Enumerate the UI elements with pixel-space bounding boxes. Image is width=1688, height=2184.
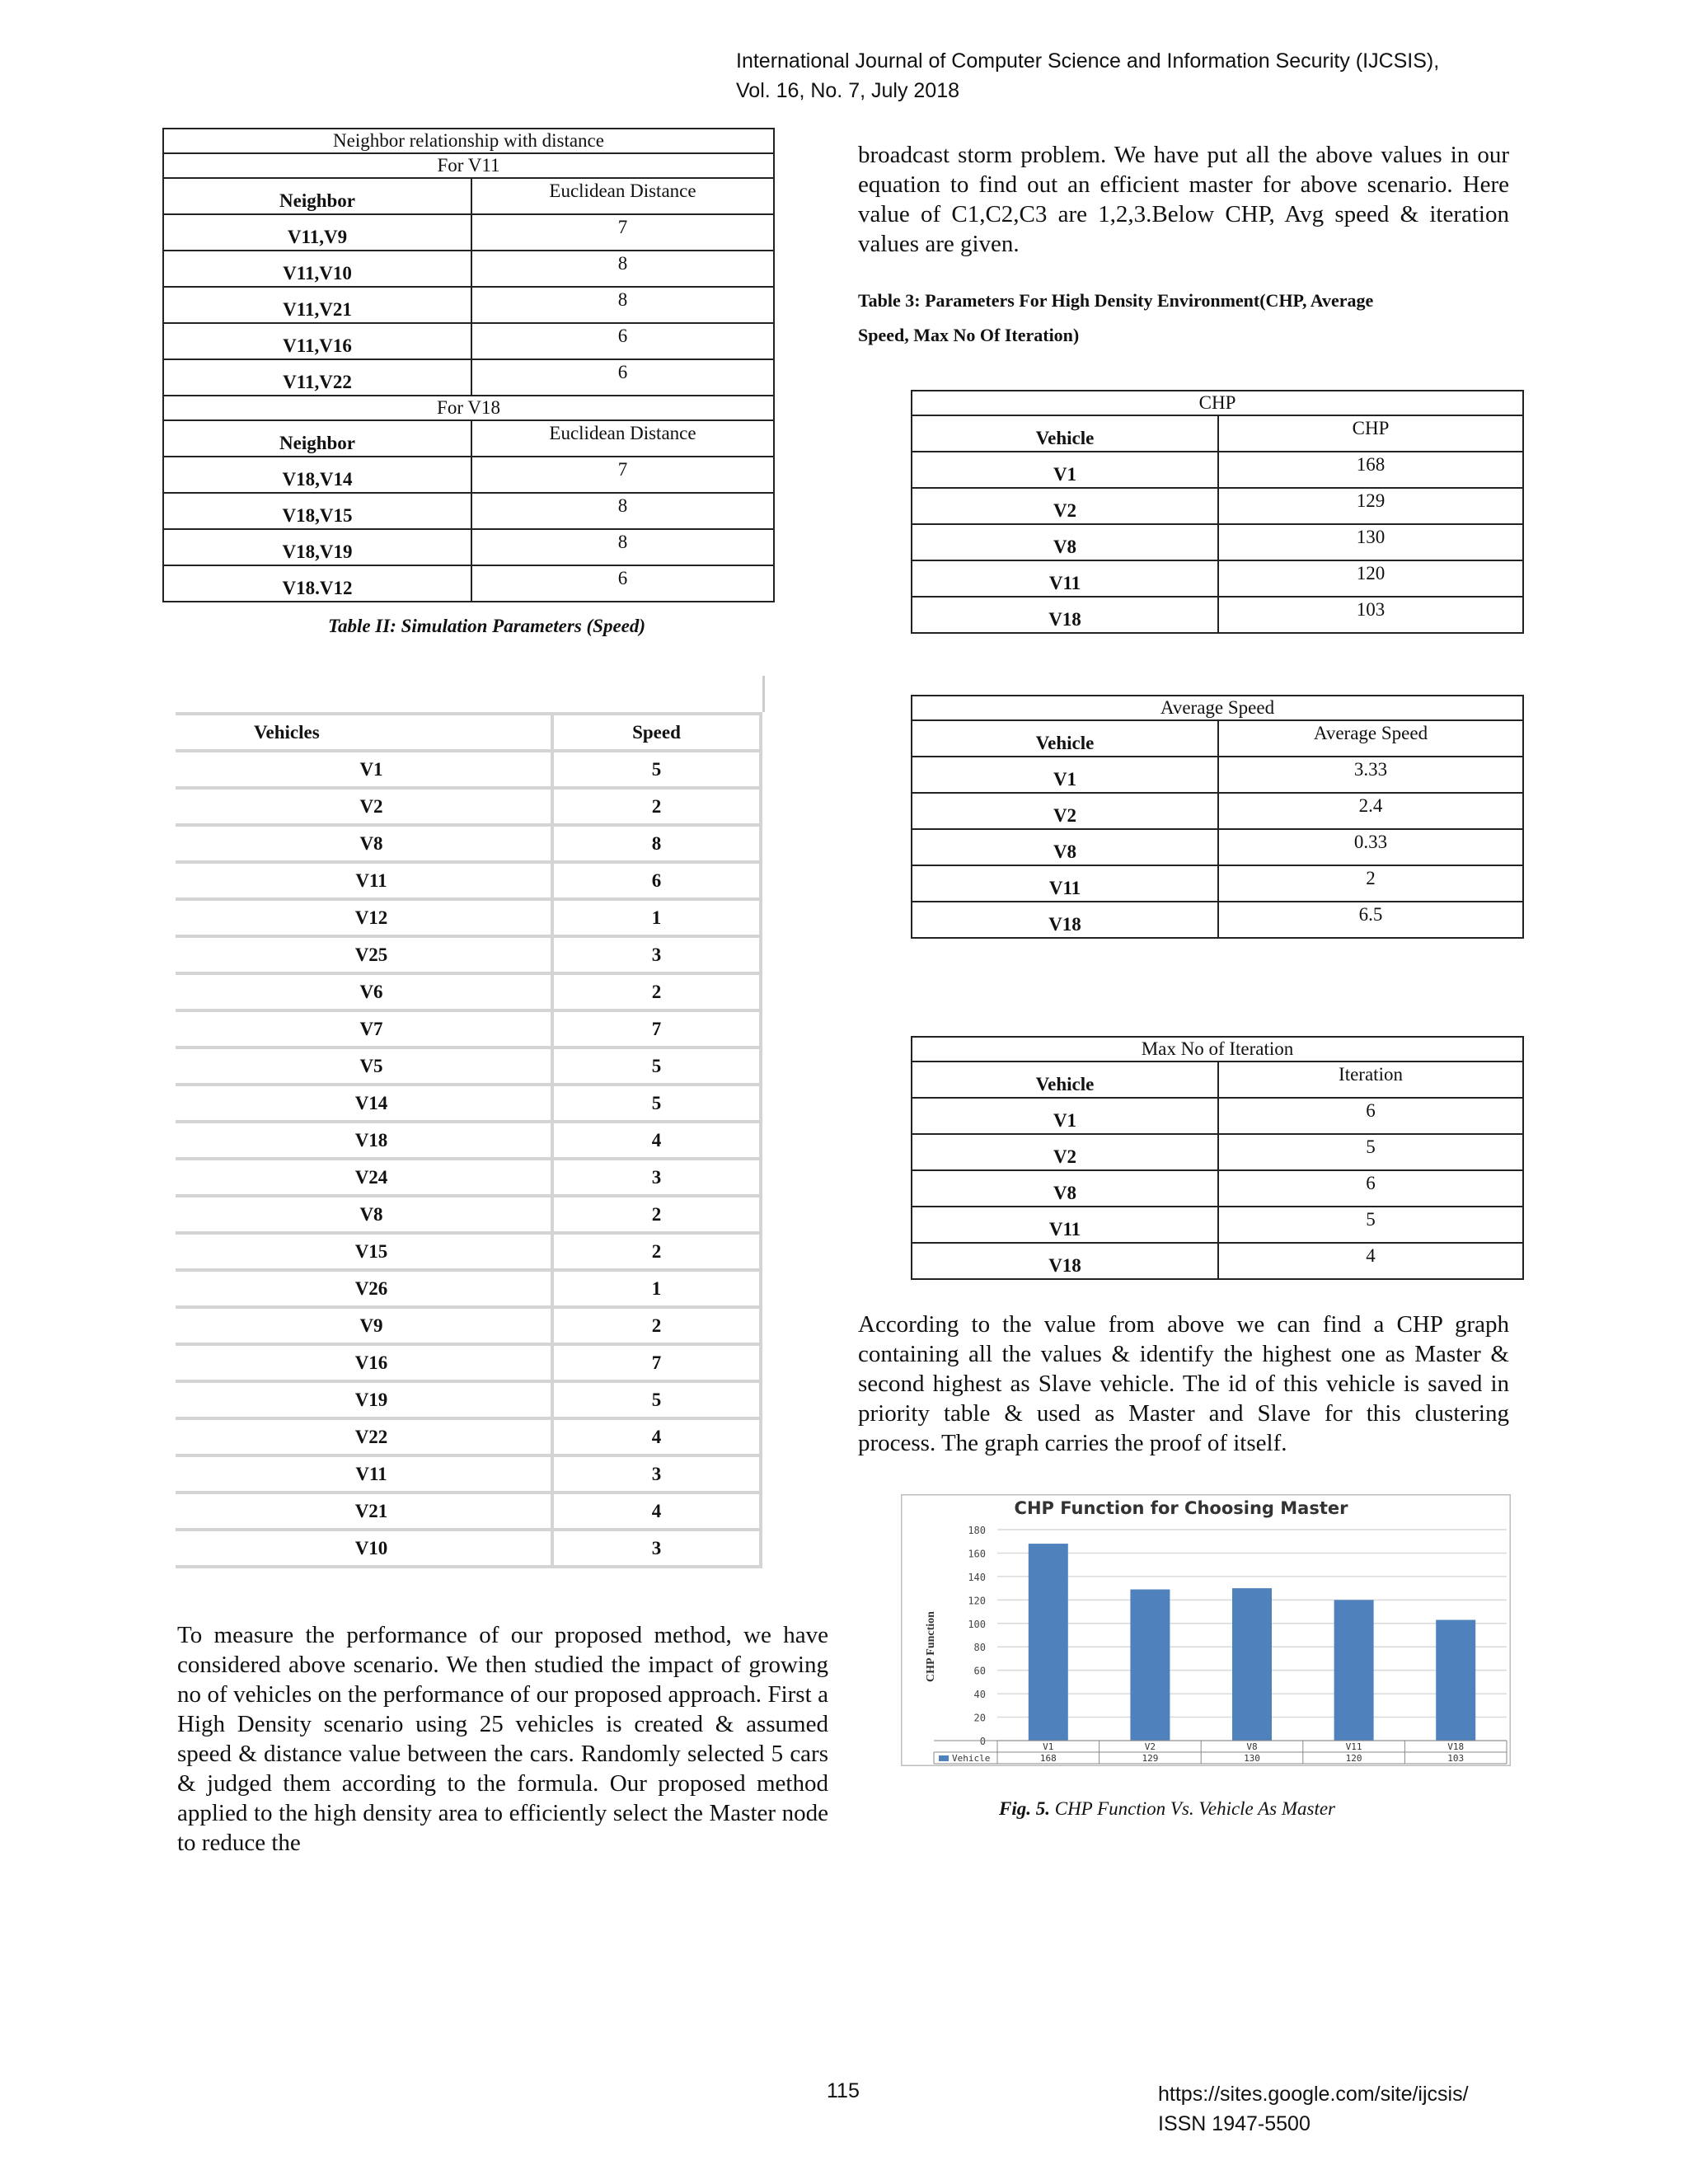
table-row [176,1307,761,1344]
table-title: Average Speed [912,696,1523,720]
distance-column-header: Euclidean Distance [471,420,774,457]
bar [1232,1588,1272,1741]
table3-caption [858,284,1373,353]
vehicles-column-header: Vehicles [176,714,552,751]
left-body-paragraph: To measure the performance of our proposed method, we have considered above scenario. We then studied the impact of growing no of vehicles on the performance of our proposed approach. First a High Density scenario using 25 vehicles is created & assumed speed & distance value between the cars. Randomly selected 5 cars & judged them according to the formula. Our proposed method applied to the high density area to efficiently select the Master node to reduce the [177,1622,828,1856]
data-table-value: 103 [1447,1753,1465,1764]
table-row [176,825,761,862]
table2-caption: Table II: Simulation Parameters (Speed) [328,616,646,636]
value-cell: 168 [1218,452,1523,488]
vehicle-cell: V24 [176,1159,552,1196]
value-column-header: CHP [1218,415,1523,452]
speed-cell: 7 [552,1344,761,1381]
distance-cell: 8 [471,251,774,287]
footer-info [1158,2079,1469,2139]
speed-column-header: Speed [552,714,761,751]
data-table-value: 168 [1039,1753,1057,1764]
table-row [176,1493,761,1530]
value-cell: 2 [1218,865,1523,902]
table-row [176,1418,761,1455]
vehicle-cell: V12 [176,899,552,936]
speed-cell: 2 [552,1307,761,1344]
vehicle-cell: V11 [912,1207,1218,1243]
chp-bar-chart [901,1494,1511,1766]
vehicle-cell: V1 [176,751,552,788]
table-row [176,1530,761,1567]
iteration-table [911,1036,1524,1280]
y-tick-label: 60 [973,1665,986,1677]
table-row [912,793,1523,829]
average-speed-table [911,695,1524,939]
vehicle-column-header: Vehicle [912,720,1218,757]
vehicle-cell: V22 [176,1418,552,1455]
footer-url: https://sites.google.com/site/ijcsis/ [1158,2083,1469,2106]
table-row [163,359,774,396]
table-row [163,493,774,529]
table-title-row [912,391,1523,415]
table-row [176,899,761,936]
table-row [912,865,1523,902]
vehicle-cell: V11 [176,1455,552,1493]
speed-cell: 3 [552,1159,761,1196]
vehicle-cell: V11 [912,560,1218,597]
legend-label: Vehicle [952,1753,991,1764]
speed-cell: 1 [552,1270,761,1307]
value-cell: 120 [1218,560,1523,597]
vehicle-cell: V8 [912,829,1218,865]
vehicle-cell: V2 [176,788,552,825]
speed-cell: 5 [552,1381,761,1418]
speed-cell: 3 [552,1455,761,1493]
vehicle-cell: V21 [176,1493,552,1530]
vehicle-cell: V18 [912,902,1218,938]
vehicle-cell: V18 [912,597,1218,633]
speed-cell: 2 [552,1233,761,1270]
vehicle-cell: V1 [912,452,1218,488]
table-row [176,788,761,825]
speed-cell: 3 [552,936,761,973]
table-row [912,1134,1523,1170]
neighbor-table-title-row [163,129,774,153]
journal-title: International Journal of Computer Science and Information Security (IJCSIS), [736,49,1440,73]
chp-table [911,390,1524,634]
vehicle-cell: V26 [176,1270,552,1307]
distance-cell: 8 [471,493,774,529]
speed-cell: 4 [552,1493,761,1530]
distance-column-header: Euclidean Distance [471,178,774,214]
value-cell: 5 [1218,1207,1523,1243]
neighbor-pair-cell: V18,V14 [163,457,471,493]
speed-cell: 4 [552,1418,761,1455]
speed-cell: 5 [552,1085,761,1122]
vehicle-cell: V6 [176,973,552,1010]
table-row [912,1243,1523,1279]
vehicle-cell: V2 [912,793,1218,829]
bar [1334,1600,1374,1741]
vehicle-cell: V1 [912,1098,1218,1134]
table-row [176,862,761,899]
vehicle-cell: V8 [912,1170,1218,1207]
speed-cell: 5 [552,751,761,788]
table-row [912,757,1523,793]
y-tick-label: 80 [973,1642,986,1654]
speed-cell: 2 [552,788,761,825]
neighbor-pair-cell: V11,V22 [163,359,471,396]
neighbor-pair-cell: V18.V12 [163,565,471,602]
vehicle-cell: V8 [176,825,552,862]
x-tick-label: V1 [1043,1741,1054,1752]
vehicle-cell: V9 [176,1307,552,1344]
neighbor-pair-cell: V11,V10 [163,251,471,287]
distance-cell: 6 [471,323,774,359]
vehicle-cell: V8 [176,1196,552,1233]
table-header-row [912,415,1523,452]
distance-cell: 6 [471,359,774,396]
distance-cell: 6 [471,565,774,602]
bar [1029,1544,1068,1741]
value-cell: 6 [1218,1170,1523,1207]
x-tick-label: V18 [1447,1741,1465,1752]
speed-cell: 4 [552,1122,761,1159]
table-title: CHP [912,391,1523,415]
figure-caption-label: Fig. 5. [999,1798,1050,1819]
x-tick-label: V2 [1144,1741,1156,1752]
vehicle-cell: V16 [176,1344,552,1381]
table-row [163,323,774,359]
y-tick-label: 40 [973,1689,986,1701]
speed-table [176,712,762,1568]
table-row [176,1085,761,1122]
value-column-header: Average Speed [1218,720,1523,757]
table-row [912,560,1523,597]
value-cell: 103 [1218,597,1523,633]
speed-cell: 2 [552,973,761,1010]
vehicle-cell: V25 [176,936,552,973]
speed-cell: 6 [552,862,761,899]
distance-cell: 8 [471,287,774,323]
chart-title: CHP Function for Choosing Master [1014,1498,1348,1518]
table-row [176,751,761,788]
table-row [163,287,774,323]
table-row [163,565,774,602]
speed-header-row [176,714,761,751]
data-table-value: 130 [1244,1753,1260,1764]
vehicle-cell: V18 [912,1243,1218,1279]
vehicle-cell: V19 [176,1381,552,1418]
value-cell: 0.33 [1218,829,1523,865]
value-cell: 6 [1218,1098,1523,1134]
table-row [912,452,1523,488]
table-row [176,936,761,973]
y-tick-label: 180 [968,1525,986,1536]
speed-cell: 5 [552,1047,761,1085]
table-row [176,1344,761,1381]
speed-cell: 8 [552,825,761,862]
vehicle-cell: V15 [176,1233,552,1270]
table-row [912,1170,1523,1207]
table-row [912,902,1523,938]
vehicle-cell: V7 [176,1010,552,1047]
chart-frame [902,1495,1511,1766]
table-title-row [912,1037,1523,1062]
legend-swatch [939,1755,949,1761]
table-row [176,1047,761,1085]
table-row [176,1010,761,1047]
vehicle-cell: V14 [176,1085,552,1122]
distance-cell: 8 [471,529,774,565]
table-row [912,1207,1523,1243]
neighbor-pair-cell: V18,V15 [163,493,471,529]
journal-volume: Vol. 16, No. 7, July 2018 [736,79,960,102]
vehicle-column-header: Vehicle [912,415,1218,452]
speed-table-wrapper [176,676,762,1562]
bar [1130,1590,1170,1741]
speed-cell: 2 [552,1196,761,1233]
table-row [163,214,774,251]
vehicle-column-header: Vehicle [912,1062,1218,1098]
table-row [912,597,1523,633]
table-row [176,1381,761,1418]
distance-cell: 7 [471,214,774,251]
table-row [912,1098,1523,1134]
data-table-value: 129 [1142,1753,1159,1764]
group-label-row [163,153,774,178]
neighbor-table-title: Neighbor relationship with distance [163,129,774,153]
y-tick-label: 100 [968,1618,986,1630]
x-tick-label: V11 [1345,1741,1362,1752]
table-header-row [912,720,1523,757]
table-row [176,1159,761,1196]
table-row [912,488,1523,524]
value-cell: 5 [1218,1134,1523,1170]
table-row [176,1233,761,1270]
value-column-header: Iteration [1218,1062,1523,1098]
table-row [176,1455,761,1493]
neighbor-pair-cell: V11,V21 [163,287,471,323]
vehicle-cell: V11 [176,862,552,899]
table-row [912,829,1523,865]
vehicle-cell: V2 [912,1134,1218,1170]
right-body-paragraph-bottom: According to the value from above we can find a CHP graph containing all the values & identify the highest one as Master & second highest as Slave vehicle. The id of this vehicle is saved in priority table & used as Master and Slave for this clustering process. The graph carries the proof of itself. [858,1311,1509,1456]
y-tick-label: 0 [979,1736,986,1747]
neighbor-pair-cell: V18,V19 [163,529,471,565]
vehicle-cell: V1 [912,757,1218,793]
table-title: Max No of Iteration [912,1037,1523,1062]
value-cell: 3.33 [1218,757,1523,793]
group-label: For V18 [163,396,774,420]
group-label-row [163,396,774,420]
neighbor-pair-cell: V11,V16 [163,323,471,359]
neighbor-distance-table [162,128,775,602]
neighbor-column-header: Neighbor [163,178,471,214]
y-axis-label: CHP Function [925,1611,937,1682]
y-tick-label: 140 [968,1571,986,1583]
speed-cell: 1 [552,899,761,936]
vehicle-cell: V5 [176,1047,552,1085]
data-table-value: 120 [1345,1753,1362,1764]
y-tick-label: 160 [968,1548,986,1560]
figure-caption [999,1798,1335,1820]
value-cell: 4 [1218,1243,1523,1279]
neighbor-column-header: Neighbor [163,420,471,457]
vehicle-cell: V10 [176,1530,552,1567]
group-label: For V11 [163,153,774,178]
table3-caption-line1: Table 3: Parameters For High Density Environment(CHP, Average [858,290,1374,311]
value-cell: 129 [1218,488,1523,524]
vehicle-cell: V8 [912,524,1218,560]
vehicle-cell: V2 [912,488,1218,524]
journal-header [736,46,1439,105]
page-number: 115 [827,2079,860,2102]
speed-cell: 3 [552,1530,761,1567]
y-tick-label: 20 [973,1712,986,1724]
group-header-row [163,178,774,214]
table-row [176,1270,761,1307]
table-row [163,251,774,287]
bar [1436,1620,1475,1741]
value-cell: 130 [1218,524,1523,560]
right-body-paragraph-top: broadcast storm problem. We have put all the above values in our equation to find out an efficient master for above scenario. Here value of C1,C2,C3 are 1,2,3.Below CHP, Avg speed & iteration values are given. [858,142,1509,257]
table-title-row [912,696,1523,720]
table-row [163,457,774,493]
table-row [176,1122,761,1159]
speed-table-top-spacer [176,676,765,712]
distance-cell: 7 [471,457,774,493]
vehicle-cell: V18 [176,1122,552,1159]
footer-issn: ISSN 1947-5500 [1158,2112,1311,2135]
table-row [163,529,774,565]
y-tick-label: 120 [968,1595,986,1607]
neighbor-pair-cell: V11,V9 [163,214,471,251]
table-header-row [912,1062,1523,1098]
table-row [912,524,1523,560]
value-cell: 6.5 [1218,902,1523,938]
table3-caption-line2: Speed, Max No Of Iteration) [858,325,1080,345]
table-row [176,973,761,1010]
group-header-row [163,420,774,457]
table-row [176,1196,761,1233]
x-tick-label: V8 [1246,1741,1258,1752]
figure-caption-text: CHP Function Vs. Vehicle As Master [1049,1798,1336,1819]
value-cell: 2.4 [1218,793,1523,829]
vehicle-cell: V11 [912,865,1218,902]
speed-cell: 7 [552,1010,761,1047]
